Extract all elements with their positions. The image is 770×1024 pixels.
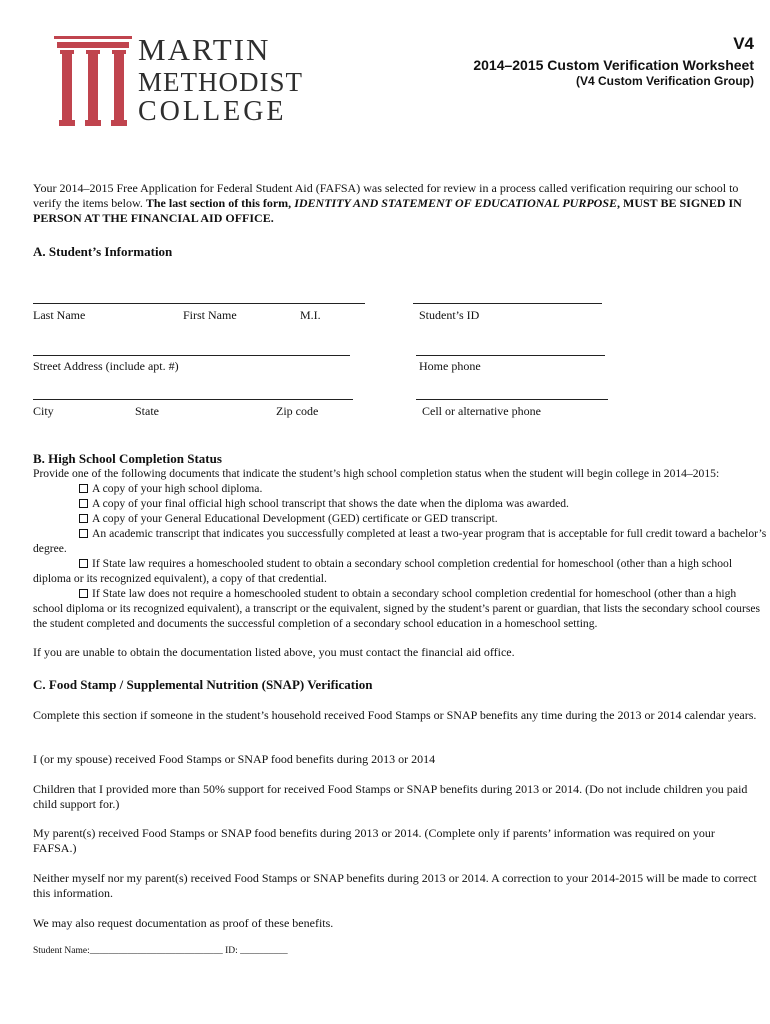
logo-line-martin: MARTIN	[138, 32, 271, 67]
home-phone-line[interactable]	[416, 355, 605, 356]
cell-phone-line[interactable]	[416, 399, 608, 400]
hs-option-4-text: An academic transcript that indicates you successfully completed at least a two-year program that is acceptable for full credit toward a bachelor’s degree.	[33, 527, 767, 555]
cell-phone-label: Cell or alternative phone	[422, 404, 541, 418]
college-logo	[54, 32, 303, 128]
snap-item-1: I (or my spouse) received Food Stamps or SNAP food benefits during 2013 or 2014	[33, 752, 436, 766]
student-id-label: Student’s ID	[419, 308, 480, 322]
snap-item-4: Neither myself nor my parent(s) received Food Stamps or SNAP benefits during 2013 or 2014. A correction to your 2014-2015 will be made to correct this information.	[33, 871, 757, 900]
hs-option-3-text: A copy of your General Educational Development (GED) certificate or GED transcript.	[92, 512, 498, 525]
intro-bold-1: The last section of this form,	[145, 196, 295, 210]
hs-option-1	[33, 481, 769, 496]
footer-id-label: ID:	[225, 946, 238, 956]
hs-option-6-checkbox[interactable]	[79, 589, 88, 598]
hs-option-3	[33, 511, 769, 526]
hs-option-6-text: If State law does not require a homeschooled student to obtain a secondary school completion credential for homeschool (other than a high school diploma or its recognized equivalent), a transcript or the equivalent, signed by the student’s parent or guardian, that lists the secondary school courses the student completed and documents the successful completion of a secondary school education in a homeschool setting.	[33, 587, 760, 630]
section-b-note: If you are unable to obtain the documentation listed above, you must contact the financial aid office.	[33, 645, 515, 659]
version-label: V4	[733, 34, 754, 53]
hs-option-3-checkbox[interactable]	[79, 514, 88, 523]
hs-option-4	[33, 526, 769, 556]
hs-option-1-text: A copy of your high school diploma.	[92, 482, 263, 495]
footer-student-name-label: Student Name:	[33, 946, 90, 956]
intro-text: Your 2014–2015 Free Application for Federal Student Aid (FAFSA) was selected for review in a process called verification requiring our school to verify the items below.	[33, 181, 739, 210]
logo-line-methodist: METHODIST	[138, 67, 303, 97]
hs-option-5	[33, 556, 769, 586]
hs-option-6	[33, 586, 769, 631]
hs-option-1-checkbox[interactable]	[79, 484, 88, 493]
intro-bold-italic: IDENTITY AND STATEMENT OF EDUCATIONAL PURPOSE	[294, 196, 618, 210]
mi-label: M.I.	[300, 308, 321, 322]
last-name-label: Last Name	[33, 308, 86, 322]
zip-label: Zip code	[276, 404, 319, 418]
hs-option-4-checkbox[interactable]	[79, 529, 88, 538]
hs-option-5-checkbox[interactable]	[79, 559, 88, 568]
section-a-title: A. Student’s Information	[33, 244, 173, 259]
hs-option-2	[33, 496, 769, 511]
section-b-title: B. High School Completion Status	[33, 451, 222, 466]
home-phone-label: Home phone	[419, 359, 481, 373]
hs-option-5-text: If State law requires a homeschooled student to obtain a secondary school completion credential for homeschool (other than a high school diploma or its recognized equivalent), a copy of that credential.	[33, 557, 733, 585]
hs-option-2-text: A copy of your final official high school transcript that shows the date when the diploma was awarded.	[92, 497, 569, 510]
section-c-note: We may also request documentation as proof of these benefits.	[33, 916, 334, 930]
footer-id-field[interactable]: __________	[240, 946, 288, 956]
section-c-title: C. Food Stamp / Supplemental Nutrition (SNAP) Verification	[33, 677, 373, 692]
snap-item-3: My parent(s) received Food Stamps or SNAP food benefits during 2013 or 2014. (Complete only if parents’ information was required on your FAFSA.)	[33, 826, 715, 855]
name-line[interactable]	[33, 303, 365, 304]
columns-logo-icon	[54, 36, 132, 128]
city-line[interactable]	[33, 399, 353, 400]
first-name-label: First Name	[183, 308, 237, 322]
street-label: Street Address (include apt. #)	[33, 359, 179, 373]
footer-student-name-field[interactable]: ____________________________	[89, 946, 223, 956]
footer-student-line	[33, 945, 288, 957]
student-id-line[interactable]	[413, 303, 602, 304]
intro-bold-2: , MUST BE SIGNED IN PERSON AT THE FINANCIAL AID OFFICE.	[33, 196, 742, 225]
street-line[interactable]	[33, 355, 350, 356]
section-b-intro: Provide one of the following documents that indicate the student’s high school completion status when the student will begin college in 2014–2015:	[33, 467, 720, 480]
hs-option-2-checkbox[interactable]	[79, 499, 88, 508]
intro-paragraph	[33, 181, 769, 226]
page-subtitle: (V4 Custom Verification Group)	[575, 74, 754, 88]
state-label: State	[135, 404, 159, 418]
logo-line-college: COLLEGE	[138, 96, 287, 127]
section-c-intro: Complete this section if someone in the student’s household received Food Stamps or SNAP benefits any time during the 2013 or 2014 calendar years.	[33, 708, 757, 722]
city-label: City	[33, 404, 54, 418]
snap-item-2: Children that I provided more than 50% support for received Food Stamps or SNAP benefits during 2013 or 2014. (Do not include children you paid child support for.)	[33, 782, 748, 811]
page-title: 2014–2015 Custom Verification Worksheet	[473, 57, 754, 73]
